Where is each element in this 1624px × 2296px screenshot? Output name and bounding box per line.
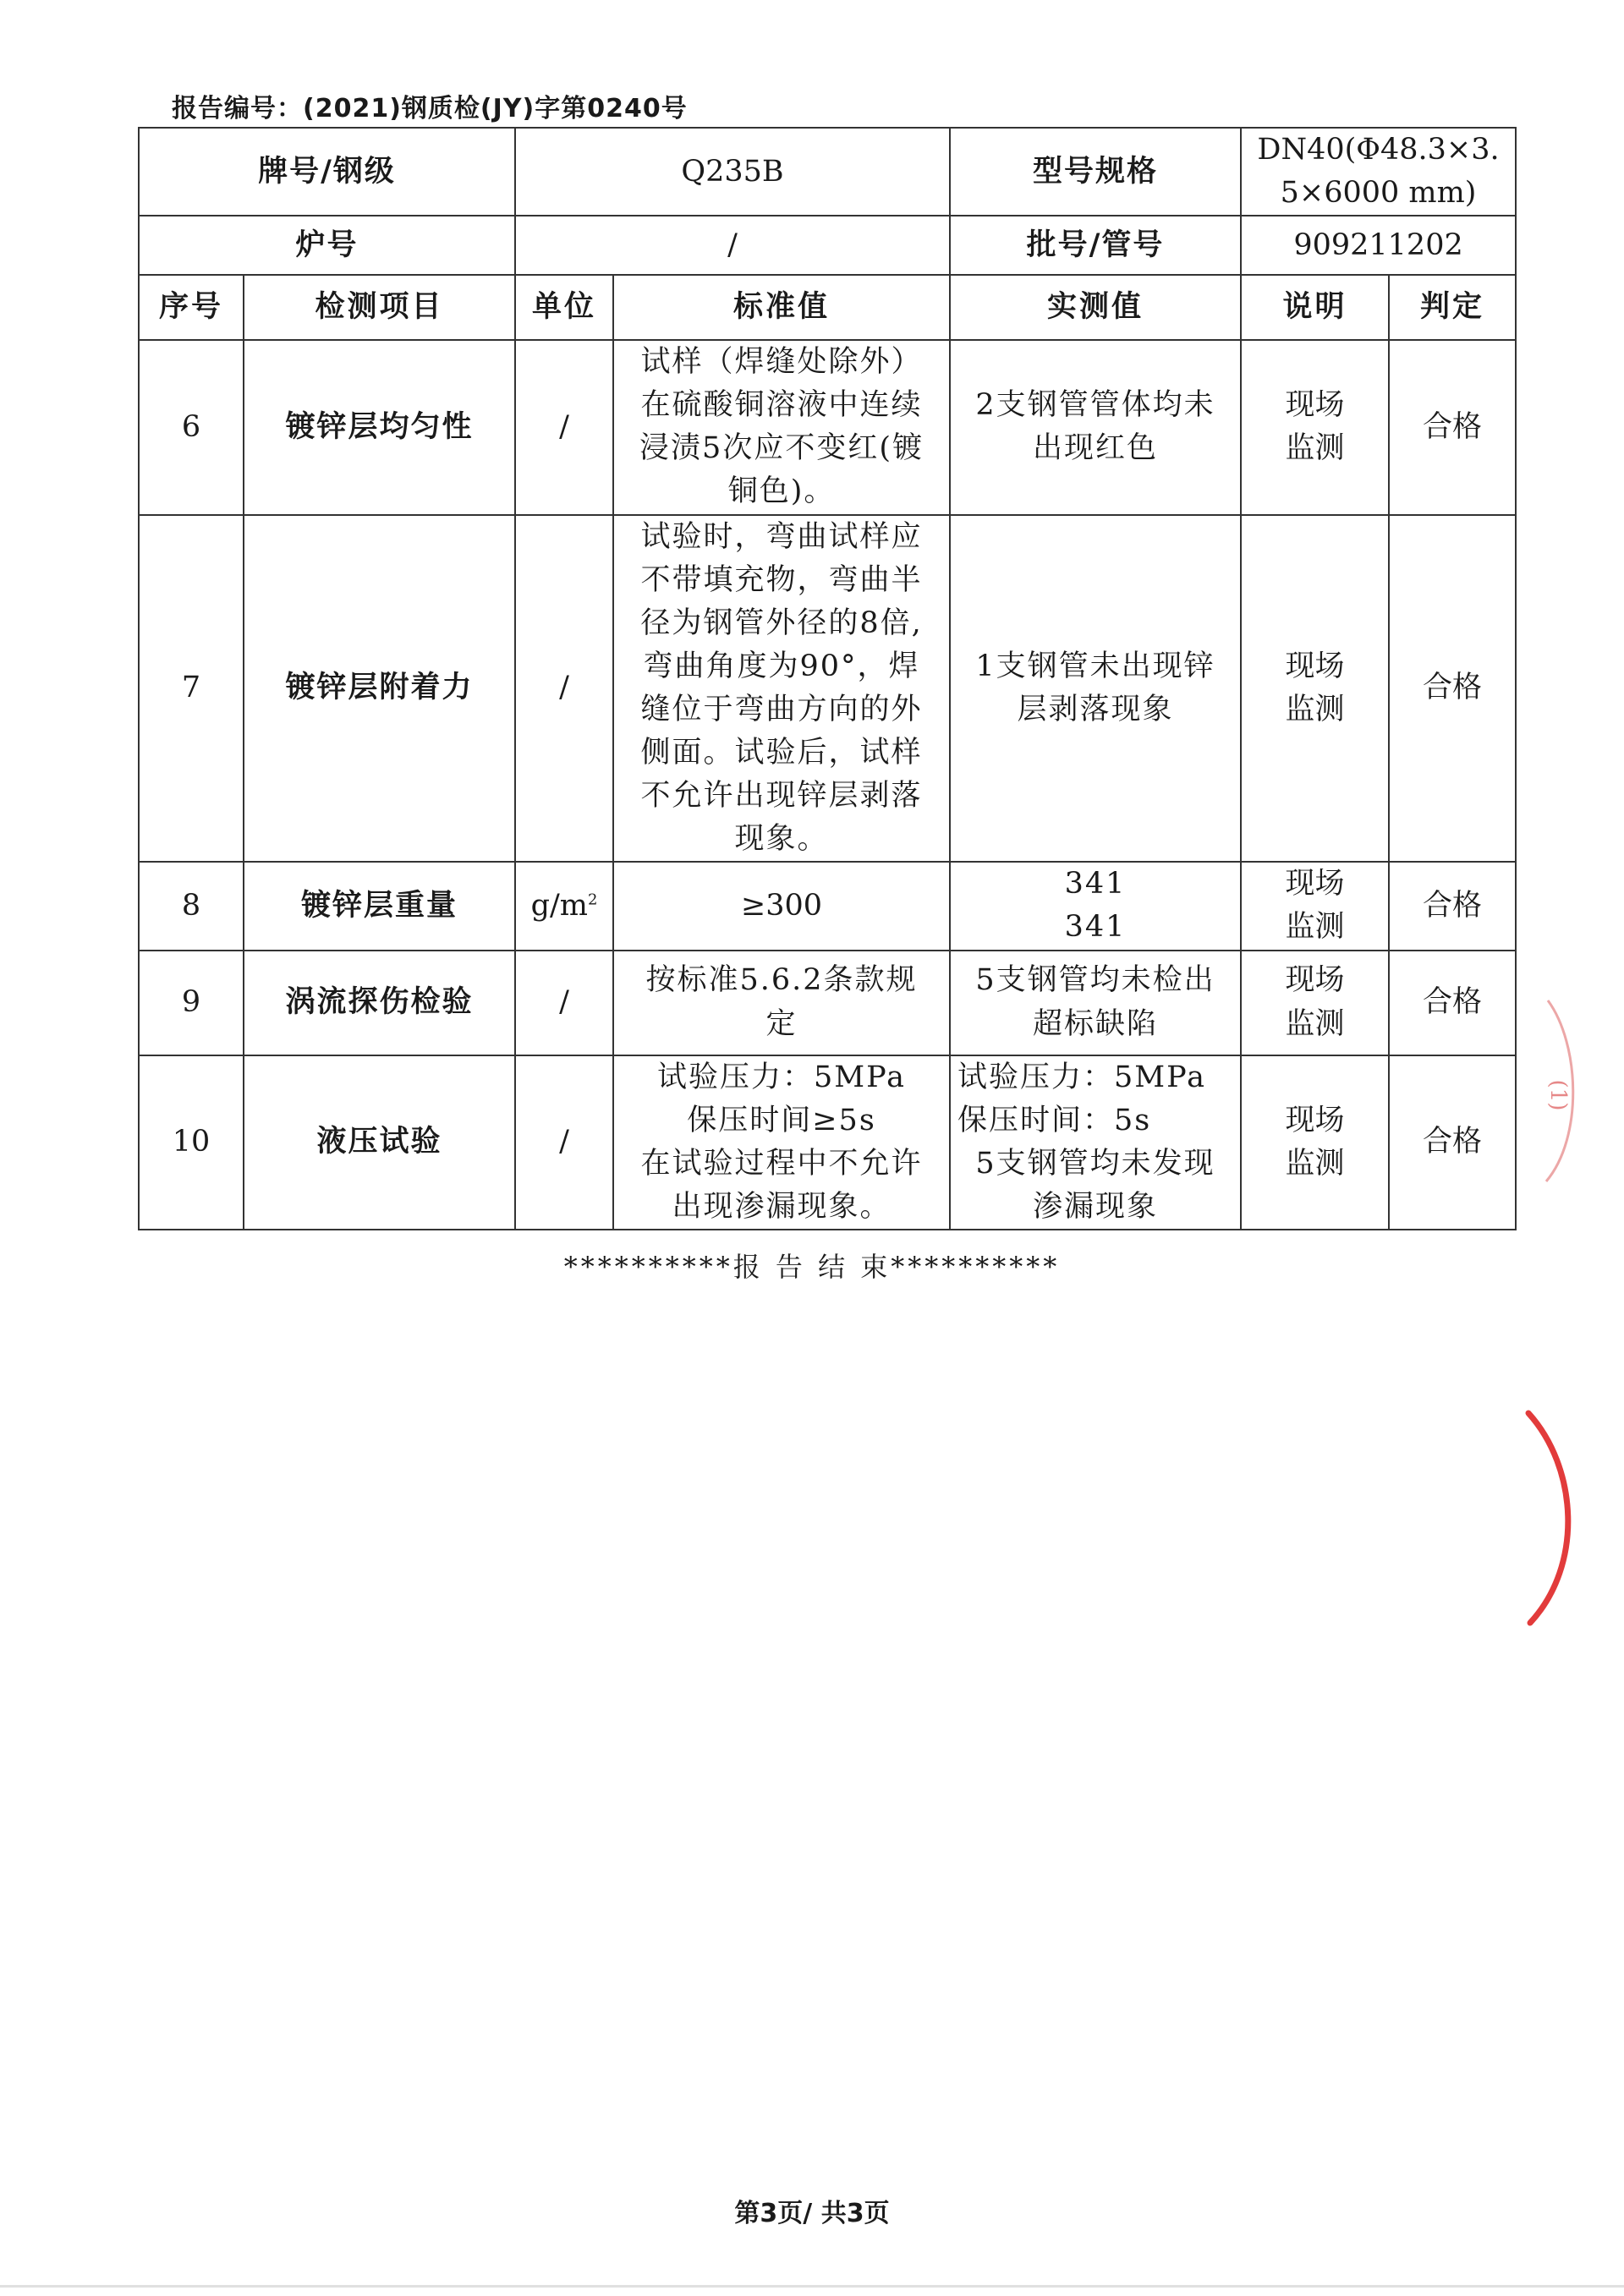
measured-line: 超标缺陷: [1033, 1006, 1159, 1041]
row-unit: /: [515, 515, 613, 863]
header-judgement: 判定: [1389, 275, 1516, 340]
note-line: 监测: [1285, 1146, 1345, 1181]
measured-line: 试验压力：5MPa: [957, 1060, 1206, 1094]
header-no: 序号: [139, 275, 244, 340]
header-row: [139, 275, 1516, 340]
row-standard: [613, 515, 950, 863]
row-note: [1241, 951, 1389, 1055]
page-number: 第3页/ 共3页: [734, 2199, 890, 2228]
standard-line: 试验时，弯曲试样应: [640, 519, 923, 554]
scan-edge-divider: [0, 2285, 1624, 2288]
note-line: 现场: [1285, 1103, 1345, 1137]
note-line: 监测: [1285, 692, 1345, 726]
row-standard: [613, 862, 950, 950]
seal-arc-lower: [1528, 1413, 1568, 1623]
seal-stamp-lower: [1518, 1408, 1594, 1628]
brand-value: Q235B: [515, 128, 950, 216]
standard-line: 出现渗漏现象。: [672, 1189, 892, 1224]
standard-line: 径为钢管外径的8倍,: [640, 606, 923, 640]
standard-line: 现象。: [734, 822, 829, 857]
info-row-1: [139, 128, 1516, 216]
row-measured: [950, 1055, 1241, 1230]
furnace-value: /: [515, 216, 950, 275]
report-end-line: **********报 告 结 束**********: [563, 1251, 1061, 1283]
row-item: 液压试验: [244, 1055, 515, 1230]
unit-sup: 2: [587, 890, 598, 909]
row-item: 涡流探伤检验: [244, 951, 515, 1055]
note-line: 监测: [1285, 910, 1345, 945]
measured-line: 出现红色: [1033, 431, 1159, 466]
row-judgement: 合格: [1389, 1055, 1516, 1230]
header-measured: 实测值: [950, 275, 1241, 340]
row-judgement: 合格: [1389, 515, 1516, 863]
note-line: 监测: [1285, 1006, 1345, 1041]
row-note: [1241, 340, 1389, 514]
note-line: 现场: [1285, 388, 1345, 423]
row-standard: [613, 340, 950, 514]
table-row: [139, 515, 1516, 863]
row-measured: [950, 340, 1241, 514]
row-no: 7: [139, 515, 244, 863]
spec-value-line2: 5×6000 mm): [1280, 176, 1477, 211]
standard-line: 试验压力：5MPa: [657, 1060, 906, 1094]
table-row: [139, 1055, 1516, 1230]
measured-line: 层剥落现象: [1017, 692, 1174, 726]
row-standard: [613, 1055, 950, 1230]
header-item: 检测项目: [244, 275, 515, 340]
note-line: 现场: [1285, 649, 1345, 683]
standard-line: 侧面。试验后，试样: [640, 736, 923, 770]
measured-line: 2支钢管管体均未: [975, 388, 1215, 423]
note-line: 监测: [1285, 431, 1345, 466]
header-note: 说明: [1241, 275, 1389, 340]
measured-line: 1支钢管未出现锌: [975, 649, 1215, 683]
inspection-table: [138, 127, 1517, 1230]
row-item: 镀锌层附着力: [244, 515, 515, 863]
seal-stamp-upper: [1531, 994, 1590, 1188]
measured-line: 341: [1064, 867, 1127, 901]
row-judgement: 合格: [1389, 951, 1516, 1055]
row-unit: /: [515, 951, 613, 1055]
row-unit: /: [515, 1055, 613, 1230]
spec-value: [1241, 128, 1516, 216]
standard-line: 不允许出现锌层剥落: [640, 779, 923, 814]
standard-line: 按标准5.6.2条款规: [645, 963, 918, 998]
row-note: [1241, 515, 1389, 863]
standard-line: 保压时间≥5s: [687, 1103, 876, 1137]
unit-main: g/m: [530, 888, 588, 923]
furnace-label: 炉号: [139, 216, 515, 275]
standard-line: 试样（焊缝处除外）: [640, 345, 923, 380]
row-item: 镀锌层均匀性: [244, 340, 515, 514]
measured-line: 渗漏现象: [1033, 1189, 1159, 1224]
standard-line: 定: [765, 1006, 798, 1041]
note-line: 现场: [1285, 867, 1345, 901]
row-item: 镀锌层重量: [244, 862, 515, 950]
standard-line: 不带填充物，弯曲半: [640, 562, 923, 597]
row-no: 6: [139, 340, 244, 514]
measured-line: 5支钢管均未检出: [975, 963, 1215, 998]
header-unit: 单位: [515, 275, 613, 340]
table-row: [139, 340, 1516, 514]
seal-text: (1): [1545, 1079, 1571, 1111]
row-standard: [613, 951, 950, 1055]
row-measured: [950, 951, 1241, 1055]
brand-label: 牌号/钢级: [139, 128, 515, 216]
batch-value: 909211202: [1241, 216, 1516, 275]
row-note: [1241, 1055, 1389, 1230]
row-no: 10: [139, 1055, 244, 1230]
row-judgement: 合格: [1389, 340, 1516, 514]
standard-line: 弯曲角度为90°，焊: [643, 649, 920, 683]
note-line: 现场: [1285, 963, 1345, 998]
header-standard: 标准值: [613, 275, 950, 340]
batch-label: 批号/管号: [950, 216, 1241, 275]
row-note: [1241, 862, 1389, 950]
row-measured: [950, 862, 1241, 950]
measured-line: 保压时间：5s: [957, 1103, 1152, 1137]
report-number: 报告编号：(2021)钢质检(JY)字第0240号: [172, 94, 688, 123]
standard-line: 在硫酸铜溶液中连续: [640, 388, 923, 423]
row-judgement: 合格: [1389, 862, 1516, 950]
row-unit: /: [515, 340, 613, 514]
row-no: 9: [139, 951, 244, 1055]
info-row-2: [139, 216, 1516, 275]
row-unit: [515, 862, 613, 950]
measured-line: 5支钢管均未发现: [975, 1146, 1215, 1181]
standard-line: 铜色)。: [727, 474, 836, 509]
spec-label: 型号规格: [950, 128, 1241, 216]
standard-line: 缝位于弯曲方向的外: [640, 692, 923, 726]
standard-line: 浸渍5次应不变红(镀: [639, 431, 924, 466]
row-no: 8: [139, 862, 244, 950]
spec-value-line1: DN40(Φ48.3×3.: [1257, 133, 1500, 167]
table-row: [139, 862, 1516, 950]
standard-line: 在试验过程中不允许: [640, 1146, 923, 1181]
table-row: [139, 951, 1516, 1055]
row-measured: [950, 515, 1241, 863]
measured-line: 341: [1064, 910, 1127, 945]
standard-line: ≥300: [740, 888, 823, 923]
